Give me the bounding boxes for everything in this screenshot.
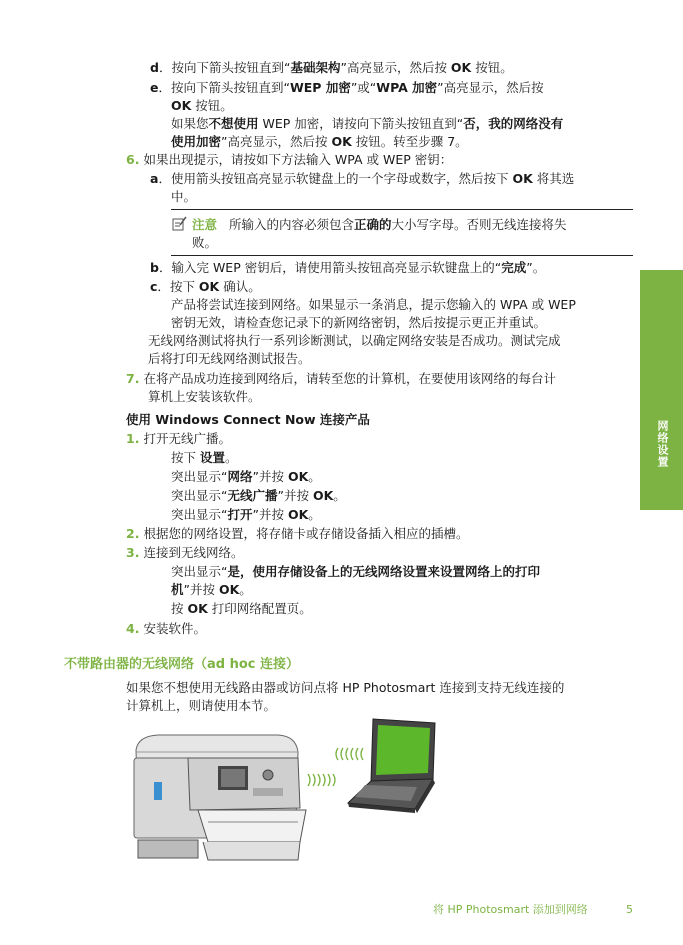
step-e-l4-bold: 使用加密 [171,134,222,149]
step-6a-line2: 中。 [171,189,197,204]
adhoc-line1: 如果您不想使用无线路由器或访问点将 HP Photosmart 连接到支持无线连接的 [126,680,565,695]
step-e-post1: ”高亮显示，然后按 [437,80,544,95]
note-pre: 所输入的内容必须包含 [228,217,354,232]
wcn-3-l2-bold: 机 [171,582,184,597]
step-6c-ok: OK [198,279,220,294]
note-line1 [192,215,566,235]
step-e-l4-mid: ”高亮显示，然后按 [221,134,332,149]
wcn-1-l1-pre: 按下 [171,450,200,465]
step-6a-post: 将其选 [532,171,575,186]
note-line2: 败。 [192,235,218,250]
wcn-1-l2 [171,467,321,487]
note-bottom-rule [171,255,633,256]
step-6c-line2: 产品将尝试连接到网络。如果显示一条消息，提示您输入的 WPA 或 WEP [171,297,576,312]
note-label: 注意 [192,217,218,232]
step-6b-bold: 完成 [501,260,527,275]
wcn-3-l1-pre: 突出显示“ [171,564,228,579]
step-6 [126,150,452,170]
wcn-step-1 [126,429,231,449]
step-6c-post: 确认。 [219,279,261,294]
step-e-l4-post: 按钮。转至步骤 7。 [351,134,468,149]
wcn-1-l3-mid: ”并按 [277,488,313,503]
step-e-ok: OK [171,98,192,113]
step-6b-pre: 输入完 WEP 密钥后，请使用箭头按钮高亮显示软键盘上的“ [171,260,502,275]
wcn-1-l2-ok: OK [287,469,309,484]
note-post: 大小写字母。否则无线连接将失 [391,217,567,232]
side-tab-label: 网络设置 [656,420,669,468]
wcn-3-l3 [171,599,312,619]
side-tab [640,270,683,510]
wcn-4-num: 4. [126,621,140,636]
wcn-1-l3-bold: 无线广播 [227,488,278,503]
printer-illustration [128,730,308,870]
step-e-l3-pre: 如果您 [171,116,209,131]
wcn-3-l1-bold: 是，使用存储设备上的无线网络设置来设置网络上的打印 [227,564,540,579]
step-6c-line3: 密钥无效，请检查您记录下的新网络密钥，然后按提示更正并重试。 [171,315,547,330]
step-e: e．按向下箭头按钮直到“WEP 加密”或“WPA 加密”高亮显示，然后按 [150,80,544,95]
step-d-ok: OK [450,60,472,75]
wcn-1-l4-post: 。 [308,507,321,522]
step-e-l3-bold2: 否，我的网络没有 [463,116,564,131]
wcn-1-num: 1. [126,431,140,446]
step-6-tail2: 后将打印无线网络测试报告。 [148,351,311,366]
adhoc-heading: 不带路由器的无线网络（ad hoc 连接） [64,657,300,672]
wcn-1-l1-post: 。 [225,450,238,465]
step-6a-pre: 使用箭头按钮高亮显示软键盘上的一个字母或数字，然后按下 [170,171,513,186]
step-e-line4 [171,132,468,152]
step-6a-marker: a [150,171,159,186]
wcn-1-l4-ok: OK [287,507,309,522]
step-7-line2: 算机上安装该软件。 [148,389,261,404]
wcn-1-l4-pre: 突出显示“ [171,507,228,522]
wcn-1-l1-bold: 设置 [199,450,225,465]
wcn-1-l2-bold: 网络 [227,469,253,484]
step-6b: b．输入完 WEP 密钥后，请使用箭头按钮高亮显示软键盘上的“完成”。 [150,260,546,275]
step-d-text-pre: 按向下箭头按钮直到“ [171,60,291,75]
step-d-text-mid: ”高亮显示，然后按 [340,60,451,75]
laptop-illustration [345,717,440,827]
wcn-heading: 使用 Windows Connect Now 连接产品 [126,412,370,427]
step-6c-marker: c [150,279,158,294]
wcn-step-2 [126,524,468,544]
step-6c-pre: 按下 [169,279,199,294]
wcn-4-text: 安装软件。 [143,621,206,636]
step-e-l3-mid: WEP 加密，请按向下箭头按钮直到“ [258,116,464,131]
wcn-1-l4-mid: ”并按 [252,507,288,522]
step-6-num: 6. [126,152,140,167]
wcn-3-l2 [171,580,252,600]
step-d-text-post: 按钮。 [471,60,513,75]
step-6-tail1: 无线网络测试将执行一系列诊断测试，以确定网络安装是否成功。测试完成 [148,333,561,348]
page-number: 5 [626,903,633,916]
step-6a: a．使用箭头按钮高亮显示软键盘上的一个字母或数字，然后按下 OK 将其选 [150,171,575,186]
step-6b-post: ”。 [526,260,546,275]
note-top-rule [171,209,633,210]
step-e-marker: e [150,80,159,95]
wcn-3-l3-ok: OK [187,601,208,616]
note-icon [172,216,187,231]
wcn-3-l3-pre: 按 [171,601,188,616]
wcn-1-text: 打开无线广播。 [143,431,231,446]
step-d-bold: 基础架构 [290,60,341,75]
step-e-line2 [171,96,233,116]
wcn-1-l2-mid: ”并按 [252,469,288,484]
wcn-1-l1 [171,448,238,468]
step-7-line1: 在将产品成功连接到网络后，请转至您的计算机，在要使用该网络的每台计 [143,371,556,386]
wcn-3-l2-mid: ”并按 [183,582,219,597]
step-e-bold1: WEP 加密 [289,80,351,95]
wcn-3-l1 [171,562,540,582]
step-6a-ok: OK [512,171,533,186]
step-e-l3-bold: 不想使用 [208,116,259,131]
step-e-bold2: WPA 加密 [376,80,438,95]
wcn-1-l3-post: 。 [333,488,346,503]
wcn-2-text: 根据您的网络设置，将存储卡或存储设备插入相应的插槽。 [143,526,469,541]
step-6-text: 如果出现提示，请按如下方法输入 WPA 或 WEP 密钥： [143,152,453,167]
step-6c: c．按下 OK 确认。 [150,279,261,294]
wcn-2-num: 2. [126,526,140,541]
wcn-step-4 [126,619,206,639]
step-e-pre: 按向下箭头按钮直到“ [171,80,290,95]
footer-text: 将 HP Photosmart 添加到网络 [433,903,588,916]
step-d: d．按向下箭头按钮直到“基础架构”高亮显示，然后按 OK 按钮。 [150,60,513,75]
step-e-line2-post: 按钮。 [191,98,233,113]
step-7 [126,369,556,389]
wcn-1-l4 [171,505,321,525]
wcn-1-l3-ok: OK [312,488,334,503]
wcn-3-text: 连接到无线网络。 [143,545,244,560]
wcn-1-l3 [171,486,346,506]
wcn-1-l3-pre: 突出显示“ [171,488,228,503]
wcn-step-3 [126,543,243,563]
adhoc-line2: 计算机上，则请使用本节。 [126,698,277,713]
step-7-num: 7. [126,371,140,386]
step-d-marker: d [150,60,159,75]
wcn-3-l2-post: 。 [239,582,252,597]
wcn-3-l2-ok: OK [218,582,240,597]
step-6b-marker: b [150,260,159,275]
wcn-1-l4-bold: 打开 [227,507,253,522]
step-e-line3 [171,114,563,134]
wcn-1-l2-pre: 突出显示“ [171,469,228,484]
wcn-3-num: 3. [126,545,140,560]
wcn-3-l3-post: 打印网络配置页。 [207,601,312,616]
note-bold: 正确的 [353,217,392,232]
wcn-1-l2-post: 。 [308,469,321,484]
step-e-mid1: ”或“ [350,80,377,95]
step-e-l4-ok: OK [331,134,352,149]
